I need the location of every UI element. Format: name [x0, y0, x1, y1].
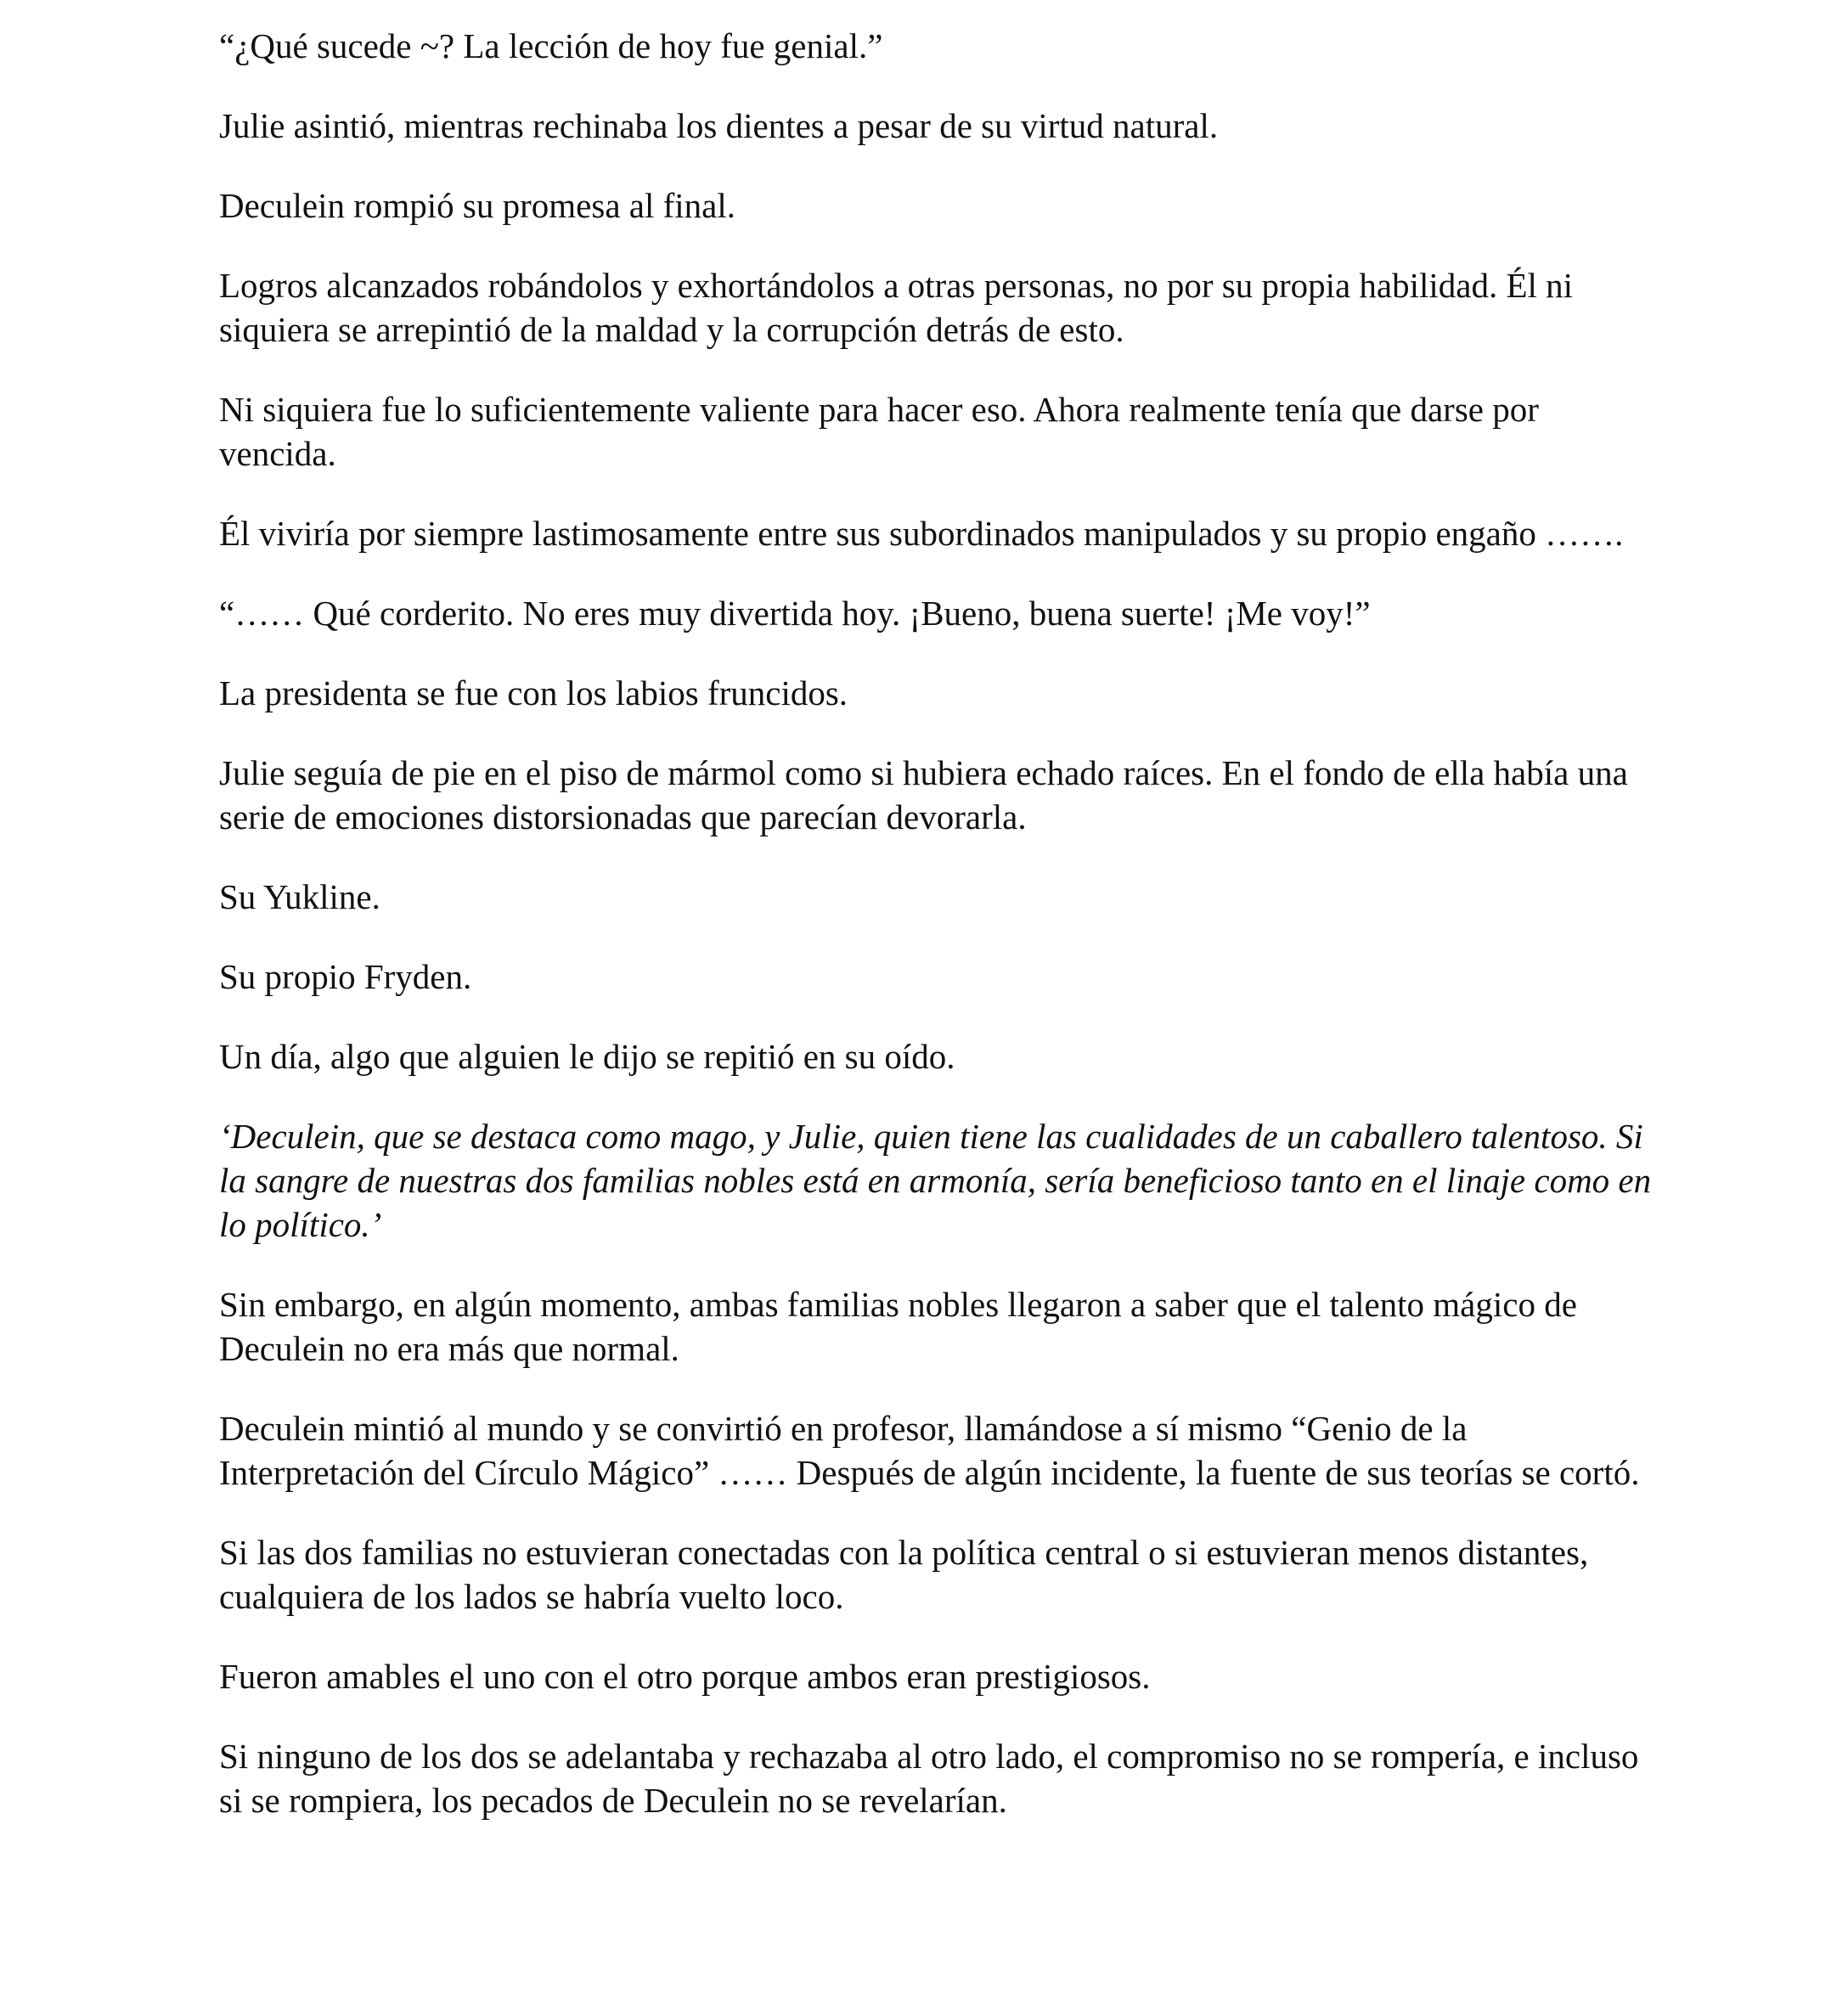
document-page — [219, 24, 1663, 1858]
italic-quote-paragraph: ‘Deculein, que se destaca como mago, y Julie, quien tiene las cualidades de un caballero talentoso. Si la sangre de nuestras dos familias nobles está en armonía, sería beneficioso tanto en el linaje como en lo político.’ — [219, 1117, 1652, 1244]
paragraph: Julie seguía de pie en el piso de mármol como si hubiera echado raíces. En el fondo de ella había una serie de emociones distorsionadas que parecían devorarla. — [219, 753, 1628, 836]
paragraph: Sin embargo, en algún momento, ambas familias nobles llegaron a saber que el talento mágico de Deculein no era más que normal. — [219, 1285, 1577, 1368]
paragraph: “…… Qué corderito. No eres muy divertida hoy. ¡Bueno, buena suerte! ¡Me voy!” — [219, 594, 1371, 633]
paragraph: Julie asintió, mientras rechinaba los dientes a pesar de su virtud natural. — [219, 106, 1219, 145]
paragraph: Fueron amables el uno con el otro porque ambos eran prestigiosos. — [219, 1657, 1151, 1696]
paragraph: Si las dos familias no estuvieran conectadas con la política central o si estuvieran menos distantes, cualquiera de los lados se habría vuelto loco. — [219, 1533, 1589, 1616]
paragraph: Un día, algo que alguien le dijo se repitió en su oído. — [219, 1037, 955, 1076]
paragraph: Deculein rompió su promesa al final. — [219, 186, 735, 225]
paragraph: Ni siquiera fue lo suficientemente valiente para hacer eso. Ahora realmente tenía que darse por vencida. — [219, 390, 1539, 473]
paragraph: La presidenta se fue con los labios fruncidos. — [219, 673, 848, 712]
paragraph: Su propio Fryden. — [219, 957, 472, 996]
paragraph: Deculein mintió al mundo y se convirtió en profesor, llamándose a sí mismo “Genio de la Interpretación del Círculo Mágico” …… Después de algún incidente, la fuente de sus teorías se cortó. — [219, 1409, 1640, 1492]
paragraph: Él viviría por siempre lastimosamente entre sus subordinados manipulados y su propio engaño ……. — [219, 514, 1624, 553]
paragraph: Su Yukline. — [219, 877, 380, 916]
paragraph: Logros alcanzados robándolos y exhortándolos a otras personas, no por su propia habilidad. Él ni siquiera se arrepintió de la maldad y la corrupción detrás de esto. — [219, 266, 1574, 349]
paragraph: “¿Qué sucede ~? La lección de hoy fue genial.” — [219, 26, 883, 65]
paragraph: Si ninguno de los dos se adelantaba y rechazaba al otro lado, el compromiso no se rompería, e incluso si se rompiera, los pecados de Deculein no se revelarían. — [219, 1737, 1639, 1820]
